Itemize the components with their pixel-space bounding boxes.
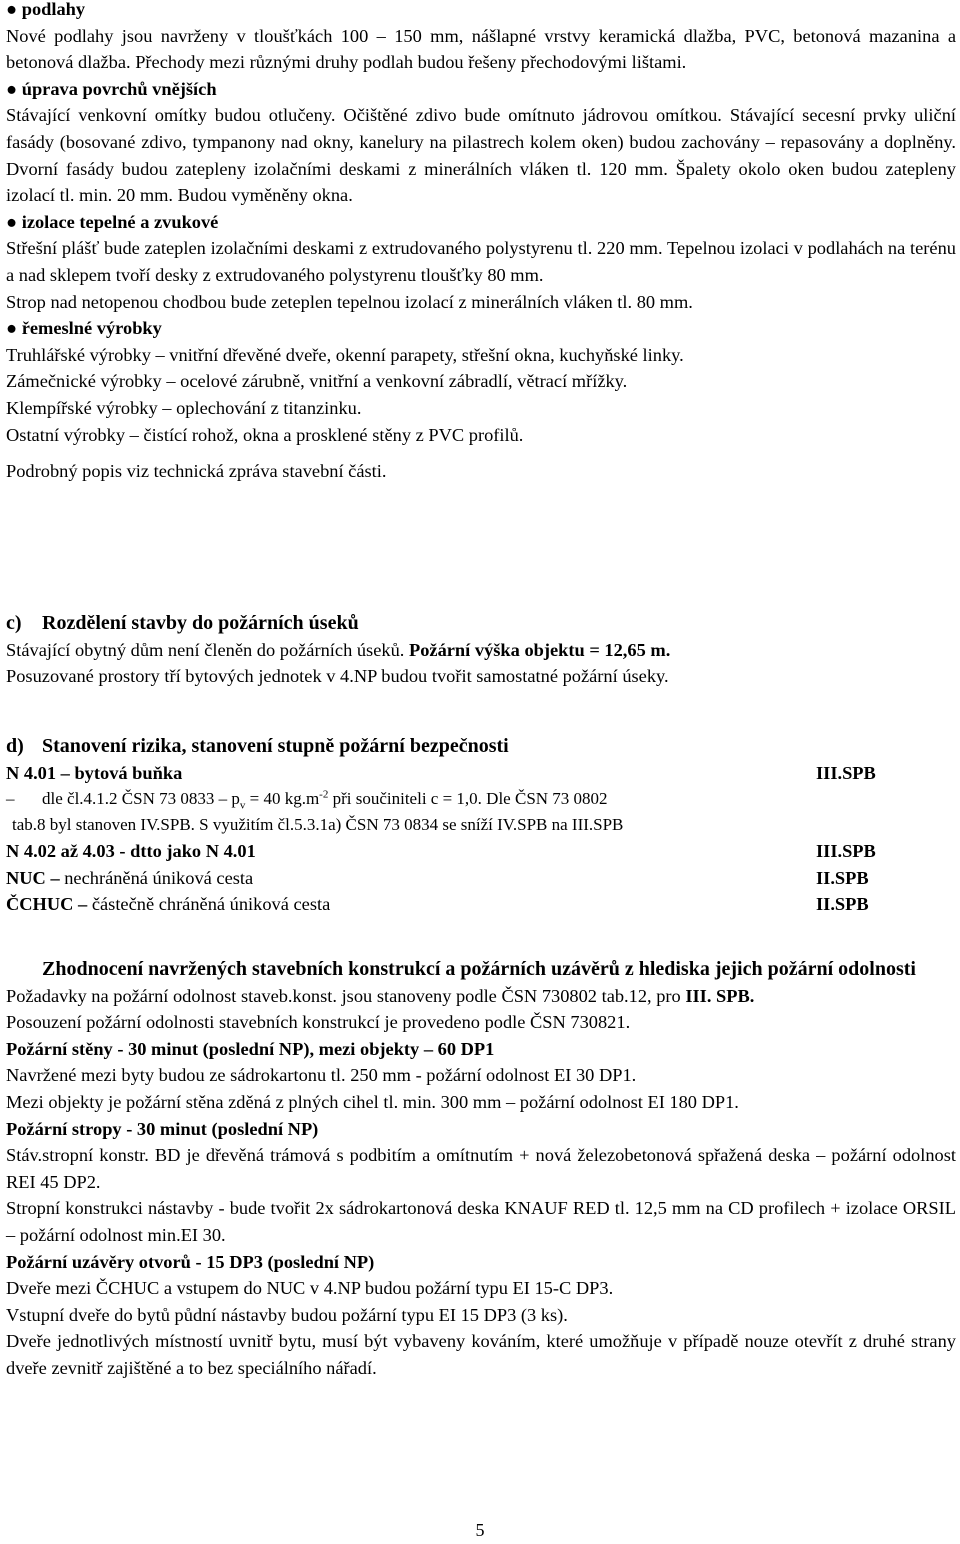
calc-line-2: tab.8 byl stanoven IV.SPB. S využitím čl.5.3.1a) ČSN 73 0834 se sníží IV.SPB na III.SPB	[12, 815, 624, 835]
section-e-spb: III. SPB.	[685, 985, 755, 1006]
text-podrobny-popis: Podrobný popis viz technická zpráva stavební části.	[6, 461, 387, 482]
section-c-letter: c)	[6, 612, 22, 634]
heading-izolace: ● izolace tepelné a zvukové	[6, 209, 956, 236]
section-e	[6, 956, 956, 1382]
section-e-line-1-text: Požadavky na požární odolnost staveb.konst. jsou stanoveny podle ČSN 730802 tab.12, pro	[6, 985, 686, 1006]
section-d-letter: d)	[6, 735, 24, 757]
section-c-heading	[6, 610, 956, 637]
n402-spb: III.SPB	[816, 841, 876, 862]
text-podlahy: Nové podlahy jsou navrženy v tloušťkách 100 – 150 mm, nášlapné vrstvy keramická dlažba, PVC, betonová mazanina a betonová dlažba. Přechody mezi různými druhy podlah budou řešeny přechodovými lištami.	[6, 25, 956, 73]
row-nuc	[6, 865, 956, 892]
remeslne-truhlarske: Truhlářské výrobky – vnitřní dřevěné dveře, okenní parapety, střešní okna, kuchyňské linky.	[6, 344, 684, 365]
chuc-label	[6, 891, 330, 918]
heading-pozarni-stropy: Požární stropy - 30 minut (poslední NP)	[6, 1118, 319, 1139]
section-c	[6, 610, 956, 690]
remeslne-klempirske: Klempířské výrobky – oplechování z titanzinku.	[6, 397, 362, 418]
nuc-label	[6, 865, 253, 892]
section-c-line-1-text: Stávající obytný dům není členěn do požárních úseků.	[6, 639, 405, 660]
nuc-text: nechráněná úniková cesta	[59, 867, 254, 888]
section-e-line-1	[6, 983, 956, 1010]
text-uzavery-3: Dveře jednotlivých místností uvnitř bytu, musí být vybaveny kováním, které umožňuje v případě nouze otevřít z druhé strany dveře zevnitř zajištěné a to bez speciálního nářadí.	[6, 1331, 956, 1378]
n401-spb: III.SPB	[816, 762, 876, 783]
chuc-abbr: ČCHUC –	[6, 894, 88, 915]
section-d	[6, 733, 956, 918]
text-steny-2: Mezi objekty je požární stěna zděná z plných cihel tl. min. 300 mm – požární odolnost EI 180 DP1.	[6, 1091, 739, 1112]
calc-text-c: při součiniteli c = 1,0. Dle ČSN 73 0802	[328, 789, 608, 809]
n401-calculation	[6, 786, 956, 838]
heading-pozarni-steny: Požární stěny - 30 minut (poslední NP), mezi objekty – 60 DP1	[6, 1038, 495, 1059]
heading-uprava: ● úprava povrchů vnějších	[6, 76, 956, 103]
nuc-abbr: NUC –	[6, 867, 60, 888]
n401-label: N 4.01 – bytová buňka	[6, 762, 183, 783]
text-izolace-1: Střešní plášť bude zateplen izolačními deskami z extrudovaného polystyrenu tl. 220 mm. Tepelnou izolaci v podlahách na terénu a nad sklepem tvoří desky z extrudovaného polystyrenu tloušťky 80 mm.	[6, 238, 956, 285]
row-n401	[6, 760, 956, 787]
row-chuc	[6, 891, 956, 918]
n402-label: N 4.02 až 4.03 - dtto jako N 4.01	[6, 841, 256, 862]
text-uzavery-2: Vstupní dveře do bytů půdní nástavby budou požární typu EI 15 DP3 (3 ks).	[6, 1304, 568, 1325]
calc-dash: –	[6, 789, 15, 809]
text-stropy-1: Stáv.stropní konstr. BD je dřevěná trámová s podbitím a omítnutím + nová železobetonová spřažená deska – požární odolnost REI 45 DP2.	[6, 1145, 956, 1192]
section-c-line-2: Posuzované prostory tří bytových jednotek v 4.NP budou tvořit samostatné požární úseky.	[6, 666, 669, 687]
heading-pozarni-uzavery: Požární uzávěry otvorů - 15 DP3 (poslední NP)	[6, 1251, 375, 1272]
chuc-text: částečně chráněná úniková cesta	[87, 894, 331, 915]
section-e-title: Zhodnocení navržených stavebních konstrukcí a požárních uzávěrů z hlediska jejich požární odolnosti	[42, 958, 916, 980]
section-c-title: Rozdělení stavby do požárních úseků	[42, 612, 359, 634]
calc-line-1	[6, 786, 956, 812]
section-e-line-2: Posouzení požární odolnosti stavebních konstrukcí je provedeno podle ČSN 730821.	[6, 1012, 631, 1033]
text-steny-1: Navržené mezi byty budou ze sádrokartonu tl. 250 mm - požární odolnost EI 30 DP1.	[6, 1065, 637, 1086]
text-uzavery-1: Dveře mezi ČCHUC a vstupem do NUC v 4.NP budou požární typu EI 15-C DP3.	[6, 1278, 614, 1299]
finishes-section	[6, 0, 956, 485]
calc-sub: v	[239, 799, 246, 812]
fire-height-value: Požární výška objektu = 12,65 m.	[408, 639, 671, 660]
heading-remeslne: ● řemeslné výrobky	[6, 315, 956, 342]
text-uprava: Stávající venkovní omítky budou otlučeny. Očištěné zdivo bude omítnuto jádrovou omítkou. Stávající secesní prvky uliční fasády (bosované zdivo, tympanony nad okny, kanelury na pilastrech kolem oken) budou zachovány – repasovány a doplněny. Dvorní fasády budou zatepleny izolačními deskami z minerálních vláken tl. 120 mm. Špalety okolo oken budou zatepleny izolací tl. min. 20 mm. Budou vyměněny okna.	[6, 105, 956, 206]
calc-sup: -2	[319, 788, 329, 801]
text-stropy-2: Stropní konstrukci nástavby - bude tvořit 2x sádrokartonová deska KNAUF RED tl. 12,5 mm na CD profilech + izolace ORSIL – požární odolnost min.EI 30.	[6, 1198, 956, 1245]
calc-text	[42, 786, 608, 812]
calc-text-a: dle čl.4.1.2 ČSN 73 0833 – p	[42, 789, 240, 809]
remeslne-zamecnicke: Zámečnické výrobky – ocelové zárubně, vnitřní a venkovní zábradlí, větrací mřížky.	[6, 371, 628, 392]
heading-podlahy: ● podlahy	[6, 0, 956, 23]
nuc-spb: II.SPB	[816, 867, 869, 888]
text-izolace-2: Strop nad netopenou chodbou bude zeteplen tepelnou izolací z minerálních vláken tl. 80 mm.	[6, 291, 693, 312]
calc-text-b: = 40 kg.m	[245, 789, 320, 809]
section-d-title: Stanovení rizika, stanovení stupně požární bezpečnosti	[42, 735, 509, 757]
chuc-spb: II.SPB	[816, 894, 869, 915]
row-n402	[6, 838, 956, 865]
section-d-heading	[6, 733, 956, 760]
section-c-line-1	[6, 637, 956, 664]
remeslne-ostatni: Ostatní výrobky – čistící rohož, okna a prosklené stěny z PVC profilů.	[6, 424, 524, 445]
page-number: 5	[475, 1520, 485, 1540]
section-e-heading	[6, 956, 956, 983]
section-e-letter	[6, 956, 42, 983]
